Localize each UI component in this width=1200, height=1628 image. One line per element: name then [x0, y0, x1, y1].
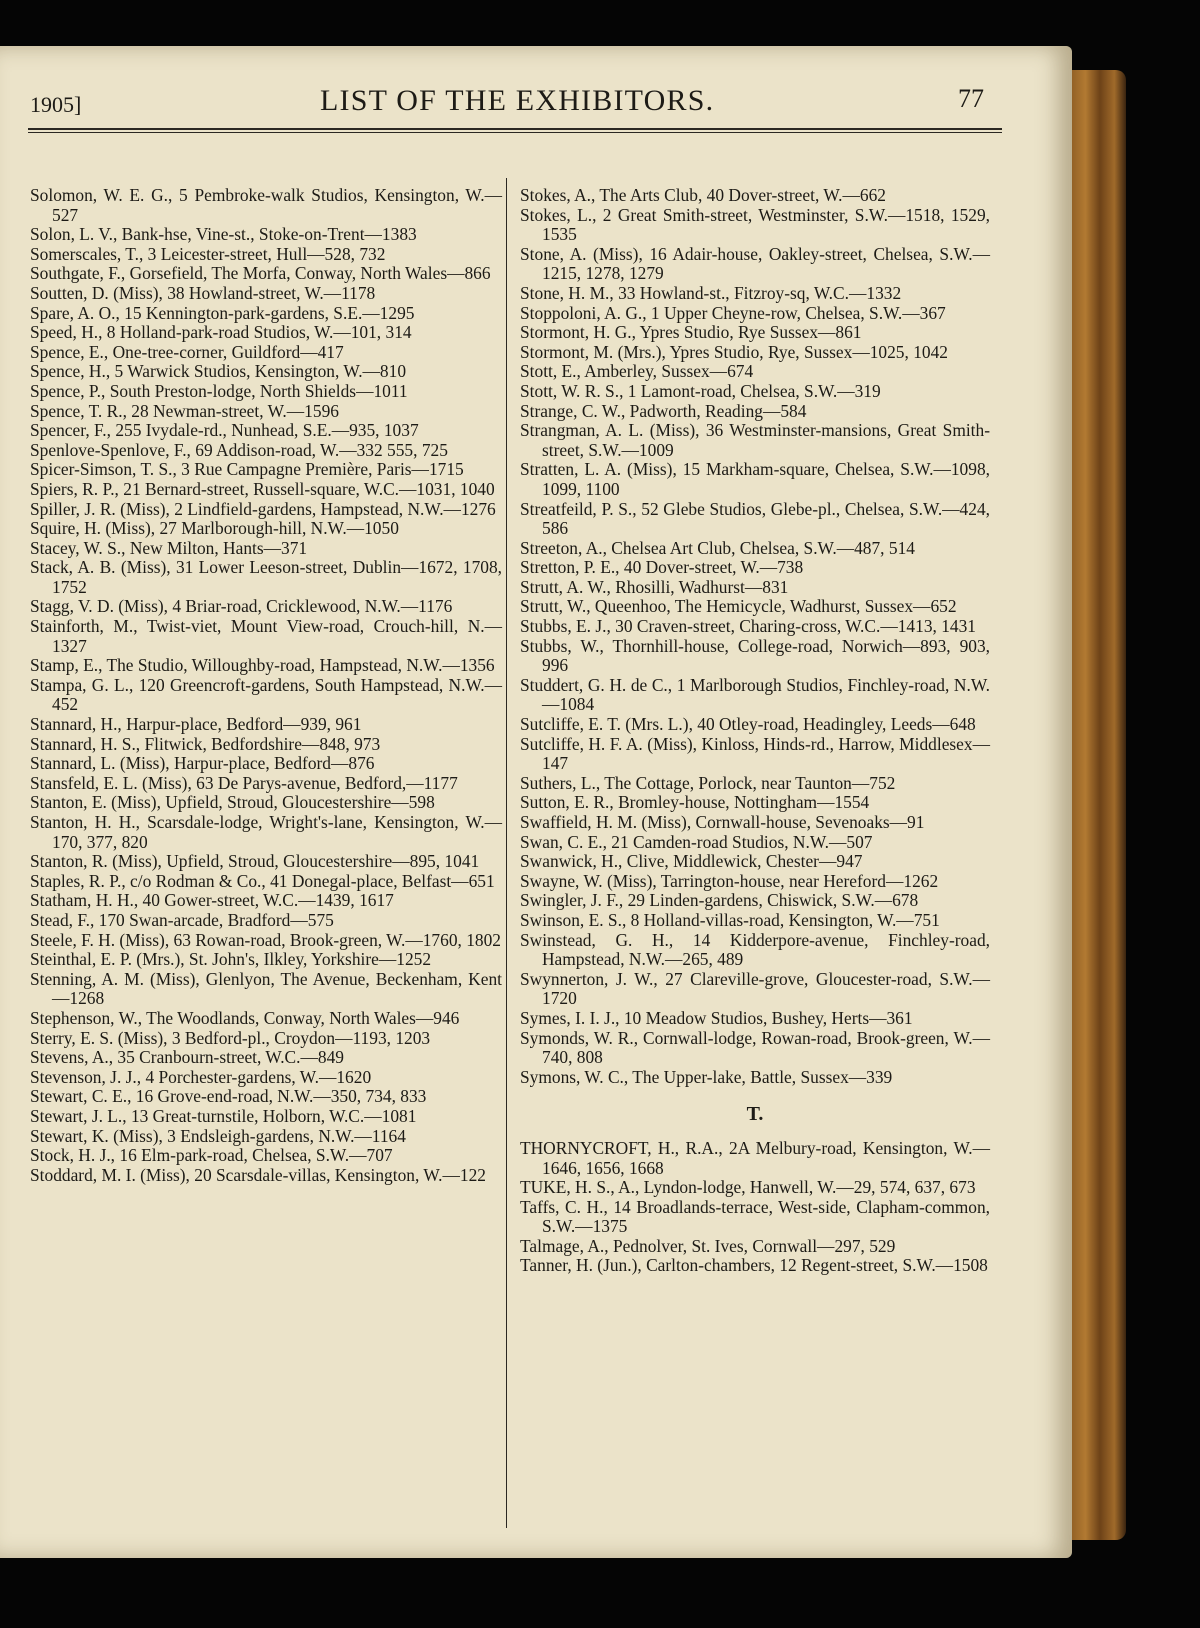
exhibitor-entry: Stoppoloni, A. G., 1 Upper Cheyne-row, Chelsea, S.W.—367 — [520, 302, 946, 323]
exhibitor-entry: Stoddard, M. I. (Miss), 20 Scarsdale-villas, Kensington, W.—122 — [30, 1164, 486, 1185]
exhibitor-entry: Streeton, A., Chelsea Art Club, Chelsea, S.W.—487, 514 — [520, 537, 915, 558]
exhibitor-entry: Strange, C. W., Padworth, Reading—584 — [520, 400, 807, 421]
exhibitor-entry: Stamp, E., The Studio, Willoughby-road, Hampstead, N.W.—1356 — [30, 655, 495, 676]
exhibitor-entry: Stanton, H. H., Scarsdale-lodge, Wright's-lane, Kensington, W.—170, 377, 820 — [30, 812, 502, 852]
exhibitor-entry: Stainforth, M., Twist-viet, Mount View-road, Crouch-hill, N.—1327 — [30, 616, 502, 656]
exhibitor-entry: Studdert, G. H. de C., 1 Marlborough Studios, Finchley-road, N.W.—1084 — [520, 674, 990, 715]
exhibitor-entry: Strutt, A. W., Rhosilli, Wadhurst—831 — [520, 576, 789, 597]
book-edge — [1068, 70, 1126, 1540]
exhibitor-entry: Stansfeld, E. L. (Miss), 63 De Parys-avenue, Bedford,—1177 — [30, 772, 458, 793]
exhibitor-entry: Stott, W. R. S., 1 Lamont-road, Chelsea, S.W.—319 — [520, 380, 881, 401]
exhibitor-entry: Sterry, E. S. (Miss), 3 Bedford-pl., Croydon—1193, 1203 — [30, 1027, 431, 1048]
exhibitor-entry: Symes, I. I. J., 10 Meadow Studios, Bushey, Herts—361 — [520, 1007, 913, 1028]
exhibitor-entry: Stanton, E. (Miss), Upfield, Stroud, Gloucestershire—598 — [30, 792, 435, 813]
book-page — [0, 46, 1072, 1558]
page-header — [30, 80, 990, 124]
exhibitor-entry: Stewart, J. L., 13 Great-turnstile, Holborn, W.C.—1081 — [30, 1105, 417, 1126]
exhibitor-entry: Taffs, C. H., 14 Broadlands-terrace, West-side, Clapham-common, S.W.—1375 — [520, 1196, 990, 1237]
exhibitor-entry: Stead, F., 170 Swan-arcade, Bradford—575 — [30, 909, 334, 930]
exhibitor-entry: Symonds, W. R., Cornwall-lodge, Rowan-road, Brook-green, W.—740, 808 — [520, 1027, 990, 1068]
page-title: LIST OF THE EXHIBITORS. — [320, 84, 715, 117]
exhibitor-entry: Suthers, L., The Cottage, Porlock, near Taunton—752 — [520, 772, 896, 793]
exhibitor-entry: Stenning, A. M. (Miss), Glenlyon, The Avenue, Beckenham, Kent—1268 — [30, 968, 502, 1009]
exhibitor-entry: Stevens, A., 35 Cranbourn-street, W.C.—849 — [30, 1047, 344, 1068]
exhibitor-entry: Stormont, H. G., Ypres Studio, Rye Sussex—861 — [520, 322, 862, 343]
exhibitor-entry: Squire, H. (Miss), 27 Marlborough-hill, N.W.—1050 — [30, 518, 399, 539]
exhibitor-entry: Streatfeild, P. S., 52 Glebe Studios, Glebe-pl., Chelsea, S.W.—424, 586 — [520, 498, 990, 539]
column-divider — [506, 178, 507, 1528]
left-column — [30, 186, 502, 1185]
exhibitor-entry: Spare, A. O., 15 Kennington-park-gardens, S.E.—1295 — [30, 302, 415, 323]
exhibitor-entry: Stevenson, J. J., 4 Porchester-gardens, W.—1620 — [30, 1066, 372, 1087]
exhibitor-entry: Staples, R. P., c/o Rodman & Co., 41 Donegal-place, Belfast—651 — [30, 870, 495, 891]
exhibitor-entry: Stewart, C. E., 16 Grove-end-road, N.W.—350, 734, 833 — [30, 1086, 427, 1107]
exhibitor-entry: Strangman, A. L. (Miss), 36 Westminster-mansions, Great Smith-street, S.W.—1009 — [520, 420, 990, 460]
exhibitor-entry: Stratten, L. A. (Miss), 15 Markham-square, Chelsea, S.W.—1098, 1099, 1100 — [520, 459, 990, 499]
exhibitor-entry: Stannard, L. (Miss), Harpur-place, Bedford—876 — [30, 753, 375, 774]
exhibitor-entry: Strutt, W., Queenhoo, The Hemicycle, Wadhurst, Sussex—652 — [520, 596, 957, 617]
page-number: 77 — [958, 84, 984, 113]
exhibitor-entry: Swan, C. E., 21 Camden-road Studios, N.W.—507 — [520, 831, 873, 852]
exhibitor-entry: Symons, W. C., The Upper-lake, Battle, Sussex—339 — [520, 1066, 893, 1087]
exhibitor-entry: Solomon, W. E. G., 5 Pembroke-walk Studios, Kensington, W.—527 — [30, 185, 502, 225]
exhibitor-entry: Stannard, H., Harpur-place, Bedford—939, 961 — [30, 714, 362, 735]
exhibitor-entry: Stack, A. B. (Miss), 31 Lower Leeson-street, Dublin—1672, 1708, 1752 — [30, 557, 502, 597]
exhibitor-entry: Spenlove-Spenlove, F., 69 Addison-road, W.—332 555, 725 — [30, 439, 448, 460]
exhibitor-entry: Swayne, W. (Miss), Tarrington-house, near Hereford—1262 — [520, 870, 939, 891]
exhibitor-entry: Stretton, P. E., 40 Dover-street, W.—738 — [520, 557, 804, 578]
exhibitor-entry: Stott, E., Amberley, Sussex—674 — [520, 361, 754, 382]
exhibitor-entry: Stokes, A., The Arts Club, 40 Dover-street, W.—662 — [520, 185, 886, 205]
exhibitor-entry: Spiller, J. R. (Miss), 2 Lindfield-gardens, Hampstead, N.W.—1276 — [30, 498, 496, 519]
exhibitor-entry: Stubbs, W., Thornhill-house, College-road, Norwich—893, 903, 996 — [520, 635, 990, 676]
exhibitor-entry: Stone, A. (Miss), 16 Adair-house, Oakley-street, Chelsea, S.W.—1215, 1278, 1279 — [520, 243, 990, 284]
exhibitor-entry: Sutcliffe, H. F. A. (Miss), Kinloss, Hinds-rd., Harrow, Middlesex—147 — [520, 733, 990, 774]
exhibitor-entry: TUKE, H. S., A., Lyndon-lodge, Hanwell, W.—29, 574, 637, 673 — [520, 1177, 976, 1198]
right-column — [520, 186, 990, 1276]
exhibitor-entry: Steele, F. H. (Miss), 63 Rowan-road, Brook-green, W.—1760, 1802 — [30, 929, 501, 950]
exhibitor-entry: Spiers, R. P., 21 Bernard-street, Russell-square, W.C.—1031, 1040 — [30, 478, 495, 499]
exhibitor-entry: Stewart, K. (Miss), 3 Endsleigh-gardens, N.W.—1164 — [30, 1125, 406, 1146]
exhibitor-entry: Steinthal, E. P. (Mrs.), St. John's, Ilkley, Yorkshire—1252 — [30, 949, 432, 970]
exhibitor-entry: Talmage, A., Pednolver, St. Ives, Cornwall—297, 529 — [520, 1235, 896, 1256]
exhibitor-entry: Swinstead, G. H., 14 Kidderpore-avenue, Finchley-road, Hampstead, N.W.—265, 489 — [520, 929, 990, 970]
exhibitor-entry: Stannard, H. S., Flitwick, Bedfordshire—848, 973 — [30, 733, 381, 754]
exhibitor-entry: Stagg, V. D. (Miss), 4 Briar-road, Cricklewood, N.W.—1176 — [30, 596, 453, 617]
exhibitor-entry: Spicer-Simson, T. S., 3 Rue Campagne Première, Paris—1715 — [30, 459, 464, 480]
exhibitor-entry: Swinson, E. S., 8 Holland-villas-road, Kensington, W.—751 — [520, 909, 940, 930]
exhibitor-entry: Sutton, E. R., Bromley-house, Nottingham—1554 — [520, 792, 870, 813]
section-heading-t: T. — [746, 1103, 764, 1126]
exhibitor-entry: Solon, L. V., Bank-hse, Vine-st., Stoke-on-Trent—1383 — [30, 224, 417, 245]
exhibitor-entry: Stephenson, W., The Woodlands, Conway, North Wales—946 — [30, 1007, 460, 1028]
exhibitor-entry: Soutten, D. (Miss), 38 Howland-street, W.—1178 — [30, 282, 376, 303]
running-year: 1905] — [30, 92, 82, 117]
exhibitor-entry: Stokes, L., 2 Great Smith-street, Westminster, S.W.—1518, 1529, 1535 — [520, 204, 990, 245]
exhibitor-entry: Swingler, J. F., 29 Linden-gardens, Chiswick, S.W.—678 — [520, 890, 919, 911]
exhibitor-entry: Sutcliffe, E. T. (Mrs. L.), 40 Otley-road, Headingley, Leeds—648 — [520, 714, 976, 735]
exhibitor-entry: Tanner, H. (Jun.), Carlton-chambers, 12 Regent-street, S.W.—1508 — [520, 1255, 988, 1276]
exhibitor-entry: Spence, E., One-tree-corner, Guildford—417 — [30, 341, 344, 362]
exhibitor-entry: Stormont, M. (Mrs.), Ypres Studio, Rye, Sussex—1025, 1042 — [520, 341, 948, 362]
exhibitor-entry: Somerscales, T., 3 Leicester-street, Hull—528, 732 — [30, 243, 386, 264]
exhibitor-entry: Southgate, F., Gorsefield, The Morfa, Conway, North Wales—866 — [30, 263, 491, 284]
exhibitor-entry: Swanwick, H., Clive, Middlewick, Chester—947 — [520, 851, 863, 872]
exhibitor-entry: Speed, H., 8 Holland-park-road Studios, W.—101, 314 — [30, 322, 412, 343]
exhibitor-entry: Stampa, G. L., 120 Greencroft-gardens, South Hampstead, N.W.—452 — [30, 674, 502, 715]
exhibitor-entry: Spence, T. R., 28 Newman-street, W.—1596 — [30, 400, 339, 421]
exhibitor-entry: THORNYCROFT, H., R.A., 2A Melbury-road, Kensington, W.—1646, 1656, 1668 — [520, 1137, 990, 1178]
exhibitor-entry: Stacey, W. S., New Milton, Hants—371 — [30, 537, 308, 558]
exhibitor-entry: Stone, H. M., 33 Howland-st., Fitzroy-sq, W.C.—1332 — [520, 282, 902, 303]
exhibitor-entry: Swynnerton, J. W., 27 Clareville-grove, Gloucester-road, S.W.—1720 — [520, 968, 990, 1009]
exhibitor-entry: Spencer, F., 255 Ivydale-rd., Nunhead, S.E.—935, 1037 — [30, 420, 419, 441]
exhibitor-entry: Stubbs, E. J., 30 Craven-street, Charing-cross, W.C.—1413, 1431 — [520, 616, 976, 637]
exhibitor-entry: Statham, H. H., 40 Gower-street, W.C.—1439, 1617 — [30, 890, 394, 911]
header-rule — [28, 128, 1002, 133]
exhibitor-entry: Stock, H. J., 16 Elm-park-road, Chelsea, S.W.—707 — [30, 1145, 393, 1166]
exhibitor-entry: Swaffield, H. M. (Miss), Cornwall-house, Sevenoaks—91 — [520, 812, 925, 832]
exhibitor-entry: Stanton, R. (Miss), Upfield, Stroud, Gloucestershire—895, 1041 — [30, 851, 480, 872]
exhibitor-entry: Spence, H., 5 Warwick Studios, Kensington, W.—810 — [30, 361, 407, 382]
exhibitor-entry: Spence, P., South Preston-lodge, North Shields—1011 — [30, 380, 408, 401]
